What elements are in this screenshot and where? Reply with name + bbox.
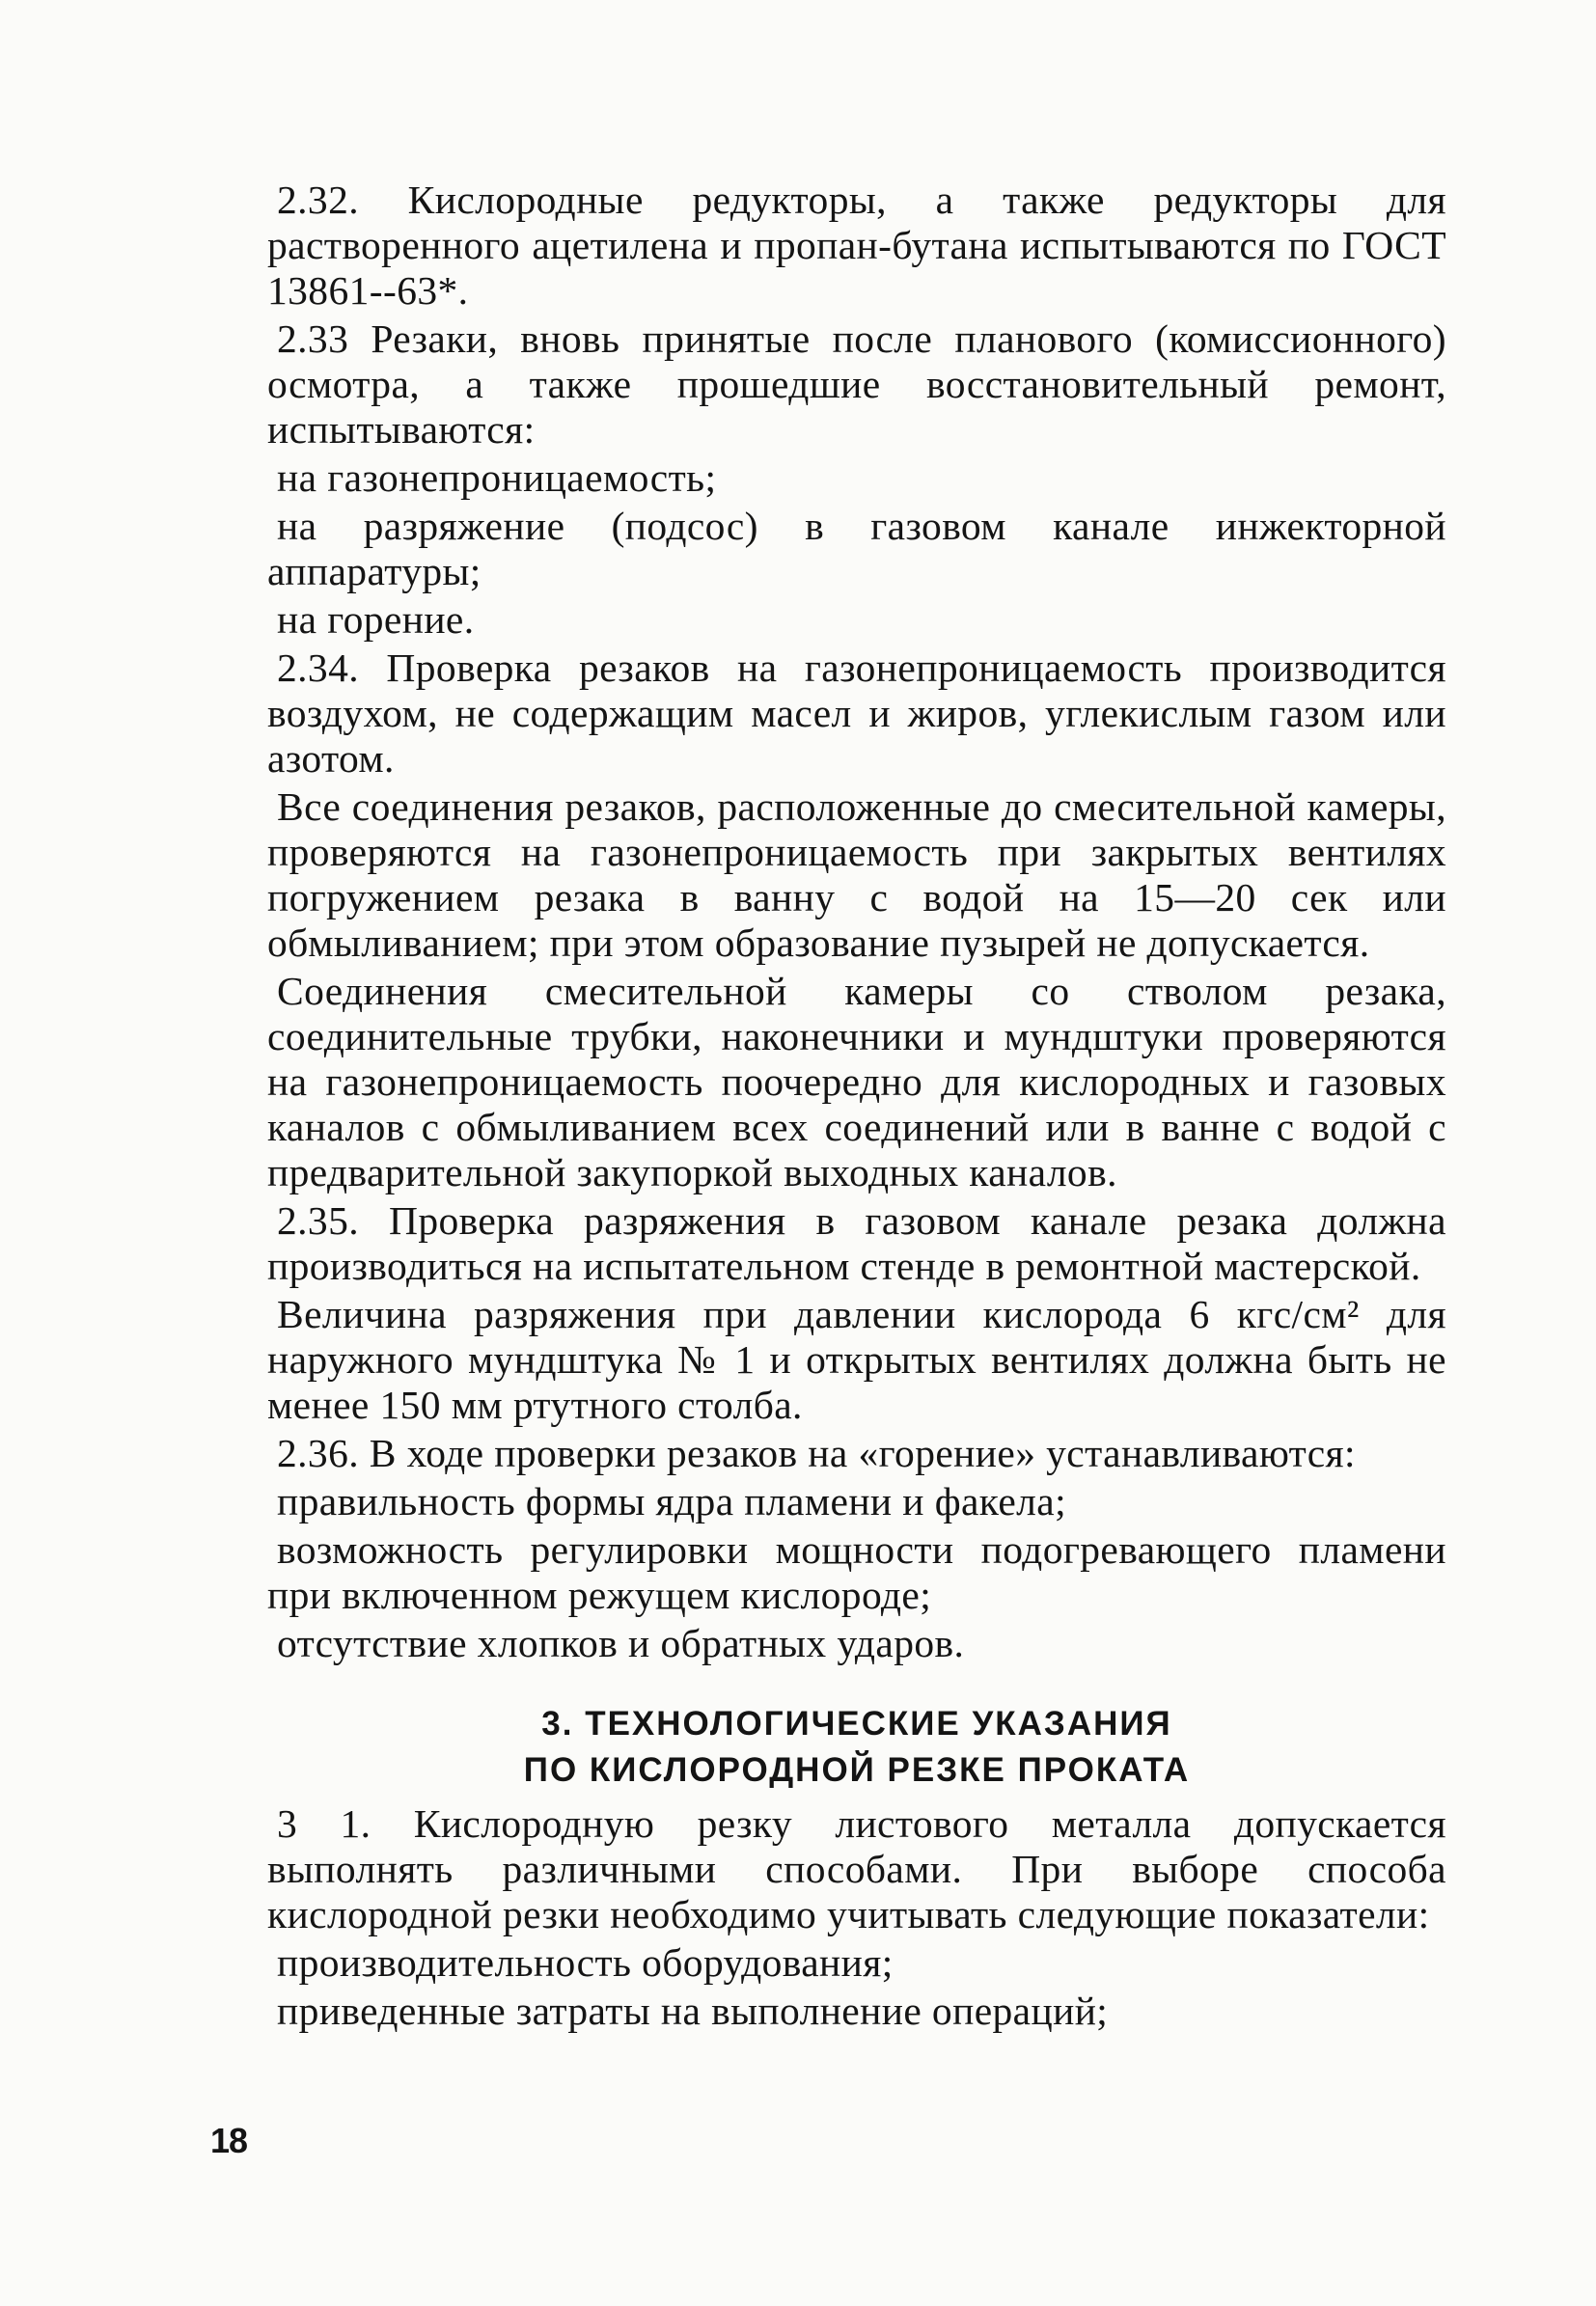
list-item: возможность регулировки мощности подогревающего пламени при включенном режущем кислороде; bbox=[267, 1527, 1446, 1617]
list-item: на горение. bbox=[277, 597, 475, 642]
list-item: на разряжение (подсос) в газовом канале инжекторной аппаратуры; bbox=[267, 504, 1446, 593]
paragraph-2-32: 2.32. Кислородные редукторы, а также редукторы для растворенного ацетилена и пропан-бутана испытываются по ГОСТ 13861--63*. bbox=[267, 178, 1446, 313]
paragraph: Соединения смесительной камеры со стволом резака, соединительные трубки, наконечники и мундштуки проверяются на газонепроницаемость поочередно для кислородных и газовых каналов с обмыливанием всех соединений или в ванне с водой с предварительной закупоркой выходных каналов. bbox=[267, 969, 1446, 1194]
paragraph-2-34: 2.34. Проверка резаков на газонепроницаемость производится воздухом, не содержащим масел и жиров, углекислым газом или азотом. bbox=[267, 645, 1446, 781]
page-number: 18 bbox=[210, 2121, 248, 2160]
list-item: правильность формы ядра пламени и факела; bbox=[277, 1479, 1067, 1524]
paragraph-2-35: 2.35. Проверка разряжения в газовом канале резака должна производиться на испытательном стенде в ремонтной мастерской. bbox=[267, 1198, 1446, 1288]
list-item: приведенные затраты на выполнение операций; bbox=[277, 1989, 1109, 2033]
section-heading-line-2: ПО КИСЛОРОДНОЙ РЕЗКЕ ПРОКАТА bbox=[523, 1751, 1191, 1789]
list-item: производительность оборудования; bbox=[277, 1940, 894, 1985]
paragraph: Все соединения резаков, расположенные до смесительной камеры, проверяются на газонепроницаемость при закрытых вентилях погружением резака в ванну с водой на 15—20 сек или обмыливанием; при этом образование пузырей не допускается. bbox=[267, 784, 1446, 965]
paragraph: Величина разряжения при давлении кислорода 6 кгс/см² для наружного мундштука № 1 и открытых вентилях должна быть не менее 150 мм ртутного столба. bbox=[267, 1292, 1446, 1427]
text-column bbox=[267, 178, 1446, 2037]
paragraph-3-1: 3 1. Кислородную резку листового металла допускается выполнять различными способами. При выборе способа кислородной резки необходимо учитывать следующие показатели: bbox=[267, 1801, 1446, 1936]
paragraph-2-33: 2.33 Резаки, вновь принятые после планового (комиссионного) осмотра, а также прошедшие восстановительный ремонт, испытываются: bbox=[267, 316, 1446, 452]
list-item: на газонепроницаемость; bbox=[277, 455, 717, 500]
list-item: отсутствие хлопков и обратных ударов. bbox=[277, 1621, 965, 1665]
paragraph-2-36: 2.36. В ходе проверки резаков на «горение» устанавливаются: bbox=[277, 1431, 1356, 1475]
section-heading bbox=[267, 1701, 1446, 1794]
section-heading-line-1: 3. ТЕХНОЛОГИЧЕСКИЕ УКАЗАНИЯ bbox=[541, 1705, 1172, 1743]
